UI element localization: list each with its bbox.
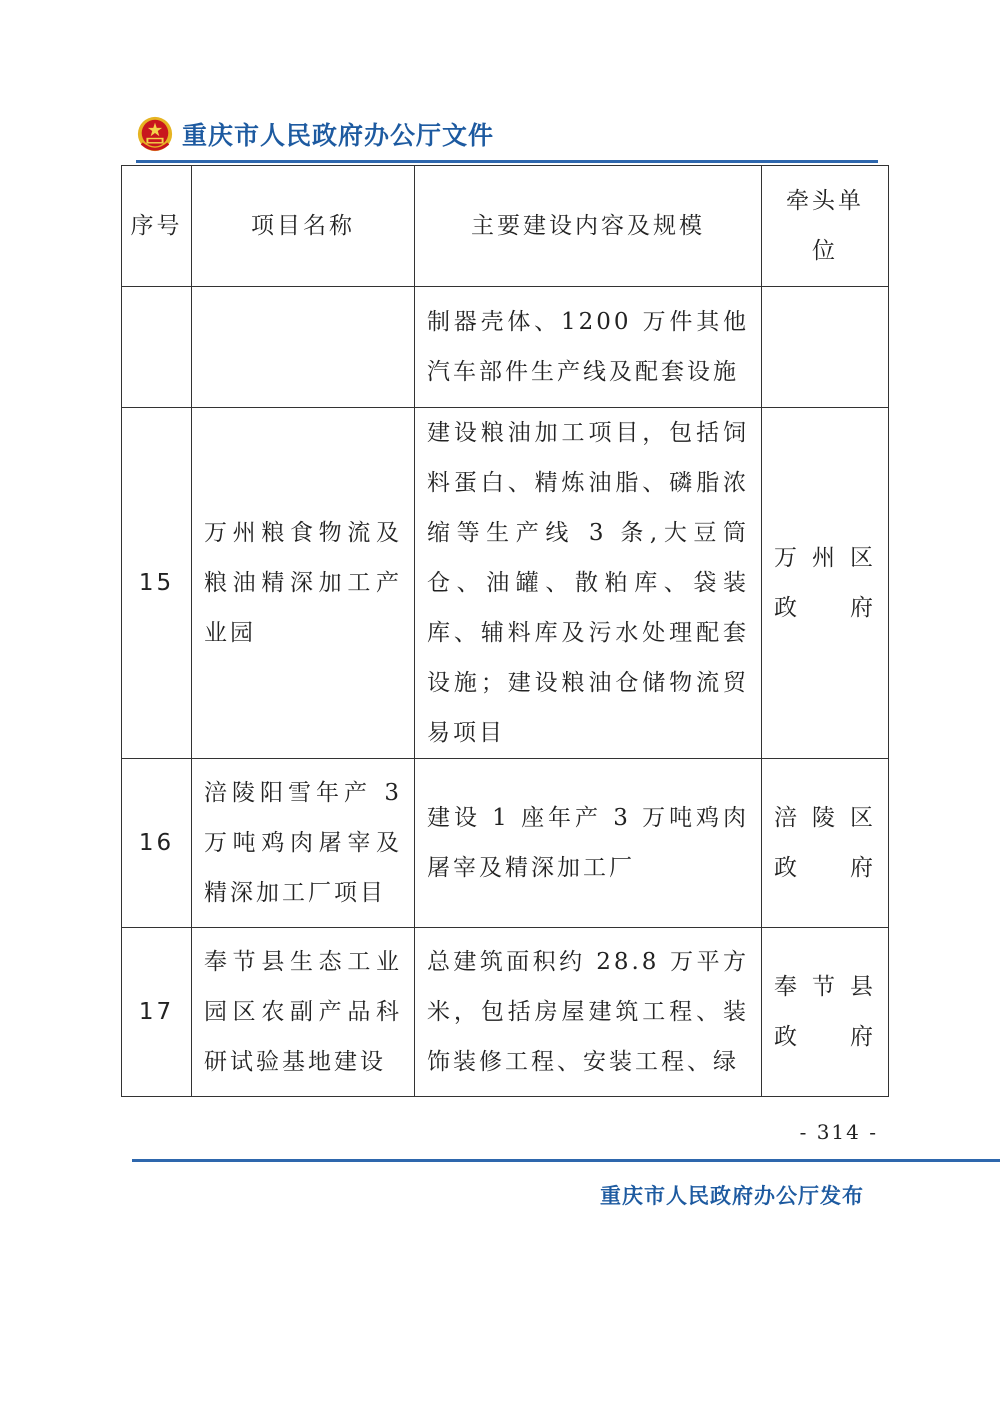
- row-unit: [762, 287, 889, 408]
- row-unit: 奉节县政府: [762, 928, 889, 1097]
- column-header-content: 主要建设内容及规模: [415, 166, 762, 287]
- project-table: [121, 165, 889, 1097]
- row-unit: 涪陵区政府: [762, 759, 889, 928]
- table-row: [122, 928, 889, 1097]
- footer-divider: [132, 1159, 1000, 1162]
- row-name: 万州粮食物流及粮油精深加工产业园: [192, 408, 415, 759]
- national-emblem-icon: [136, 115, 174, 153]
- column-header-unit: 牵头单位: [762, 166, 889, 287]
- header-title: 重庆市人民政府办公厅文件: [182, 121, 495, 150]
- table-row: [122, 759, 889, 928]
- document-header: [136, 112, 494, 156]
- row-content: 建设粮油加工项目，包括饲料蛋白、精炼油脂、磷脂浓缩等生产线 3 条,大豆筒仓、油罐、散粕库、袋装库、辅料库及污水处理配套设施；建设粮油仓储物流贸易项目: [415, 408, 762, 759]
- header-divider: [136, 160, 878, 163]
- row-name: 涪陵阳雪年产 3 万吨鸡肉屠宰及精深加工厂项目: [192, 759, 415, 928]
- table-row: [122, 408, 889, 759]
- row-name: [192, 287, 415, 408]
- column-header-name: 项目名称: [192, 166, 415, 287]
- row-no: 16: [122, 759, 192, 928]
- row-content: 建设 1 座年产 3 万吨鸡肉屠宰及精深加工厂: [415, 759, 762, 928]
- row-content: 制器壳体、1200 万件其他汽车部件生产线及配套设施: [415, 287, 762, 408]
- row-no: 17: [122, 928, 192, 1097]
- row-content: 总建筑面积约 28.8 万平方米，包括房屋建筑工程、装饰装修工程、安装工程、绿: [415, 928, 762, 1097]
- row-no: 15: [122, 408, 192, 759]
- row-no: [122, 287, 192, 408]
- column-header-no: 序号: [122, 166, 192, 287]
- table-row: [122, 287, 889, 408]
- table-header-row: [122, 166, 889, 287]
- page-number: - 314 -: [799, 1120, 878, 1144]
- row-unit: 万州区政府: [762, 408, 889, 759]
- footer-publisher: 重庆市人民政府办公厅发布: [600, 1184, 864, 1208]
- row-name: 奉节县生态工业园区农副产品科研试验基地建设: [192, 928, 415, 1097]
